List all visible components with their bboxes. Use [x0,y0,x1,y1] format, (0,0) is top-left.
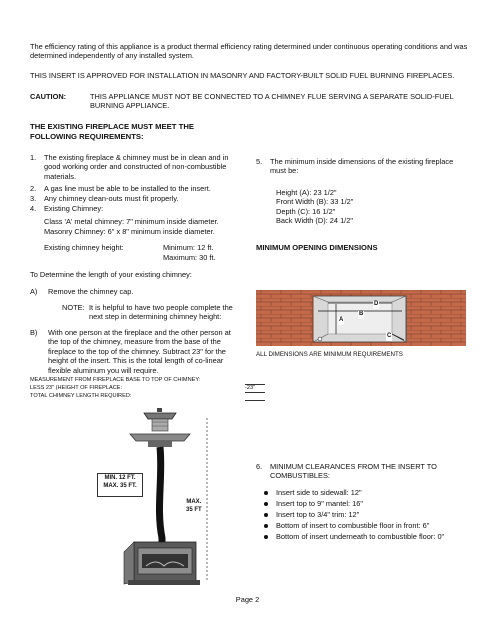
dimension-depth: Depth (C): 16 1/2" [276,206,336,216]
list-item [264,521,474,532]
max-height-label: MAX. 35 FT. [103,482,137,489]
max-length-label [186,499,202,515]
list-item [30,153,240,181]
clearance-text: Bottom of insert underneath to combustible floor: 0" [276,531,445,541]
dimension-front-width: Front Width (B): 33 1/2" [276,197,354,207]
list-item [264,488,474,499]
bullet-icon [264,513,268,517]
clearance-text: Insert side to sidewall: 12" [276,488,362,497]
calc-line-3: TOTAL CHIMNEY LENGTH REQUIRED: [30,393,132,399]
max-value: 35 FT [186,506,202,513]
height-range-box [97,473,143,497]
calc-line-1: MEASUREMENT FROM FIREPLACE BASE TO TOP OF CHIMNEY: [30,377,201,383]
clearance-text: Insert top to 3/4" trim: 12" [276,509,360,519]
list-text: The existing fireplace & chimney must be in clean and in good working order and constructed of non-combustible materials. [44,153,229,181]
dimensions-values [276,188,353,226]
bullet-icon [264,491,268,495]
efficiency-paragraph: The efficiency rating of this appliance is a product thermal efficiency rating determined under continuous operating conditions and was determined independently of any installed system. [30,42,468,61]
clearance-text: Bottom of insert to combustible floor in front: 6" [276,520,430,530]
caution-text: THIS APPLIANCE MUST NOT BE CONNECTED TO A CHIMNEY FLUE SERVING A SEPARATE SOLID-FUEL BURNING APPLIANCE. [90,92,454,111]
approval-statement: THIS INSERT IS APPROVED FOR INSTALLATION IN MASONRY AND FACTORY-BUILT SOLID FUEL BURNING FIREPLACES. [30,71,455,80]
opening-heading: MINIMUM OPENING DIMENSIONS [256,243,378,252]
calc-line-2: LESS 23" (HEIGHT OF FIREPLACE: [30,385,123,391]
masonry-chimney-spec: Masonry Chimney: 6" x 8" minimum inside diameter. [44,227,215,236]
dimensions-text: The minimum inside dimensions of the existing fireplace must be: [270,157,454,176]
metal-chimney-spec: Class 'A' metal chimney: 7" minimum inside diameter. [44,217,219,226]
chimney-height-max: Maximum: 30 ft. [163,253,216,262]
label-c: C [387,333,392,339]
step-a-label: A) [30,287,38,296]
list-item [264,532,474,543]
max-label: MAX. [186,499,202,505]
min-height-label: MIN. 12 FT. [104,475,136,481]
list-number: 1. [30,153,37,162]
clearance-text: Insert top to 9" mantel: 16" [276,498,364,508]
list-item [264,510,474,521]
list-item [30,184,240,193]
length-heading: To Determine the length of your existing chimney: [30,270,192,279]
calc-line-2-value: -23" [245,385,256,391]
label-a: A [339,317,344,323]
list-number: 4. [30,204,37,213]
dimension-height: Height (A): 23 1/2" [276,188,337,197]
note-text: It is helpful to have two people complete the next step in determining chimney height: [89,303,233,322]
bullet-icon [264,502,268,506]
list-number: 6. [256,462,263,471]
list-number: 2. [30,184,37,193]
list-number: 3. [30,194,37,203]
list-text: Any chimney clean-outs must fit properly. [44,194,179,203]
list-item [264,499,474,510]
page-number: Page 2 [235,595,260,604]
list-text: Existing Chimney: [44,204,104,213]
clearances-list [264,488,474,542]
label-d: D [374,301,379,307]
calculation-block [30,377,270,401]
list-text: A gas line must be able to be installed to the insert. [44,184,211,193]
opening-caption: ALL DIMENSIONS ARE MINIMUM REQUIREMENTS [256,351,403,358]
list-item [30,194,240,203]
dimension-back-width: Back Width (D): 24 1/2" [276,216,353,226]
clearances-item [256,462,472,481]
label-b: B [359,311,364,317]
bullet-icon [264,535,268,539]
caution-label: CAUTION: [30,92,67,101]
list-number: 5. [256,157,263,166]
chimney-height-label: Existing chimney height: [44,243,124,252]
bullet-icon [264,524,268,528]
requirements-heading: THE EXISTING FIREPLACE MUST MEET THE FOLLOWING REQUIREMENTS: [30,122,195,141]
dimensions-item [256,157,466,176]
step-a-text: Remove the chimney cap. [48,287,134,296]
note-label: NOTE: [62,303,85,312]
list-item [30,204,240,213]
step-b-label: B) [30,328,38,337]
step-b-text: With one person at the fireplace and the other person at the top of the chimney, measure from the base of the fireplace to the top of the chimney. Subtract 23" for the height of the insert. This is the total length of co-linear flexible aluminum you will require. [48,328,231,375]
chimney-diagram [60,408,230,588]
chimney-height-min: Minimum: 12 ft. [163,243,214,252]
calc-blank-3 [245,400,265,401]
clearances-heading: MINIMUM CLEARANCES FROM THE INSERT TO COMBUSTIBLES: [270,462,437,481]
